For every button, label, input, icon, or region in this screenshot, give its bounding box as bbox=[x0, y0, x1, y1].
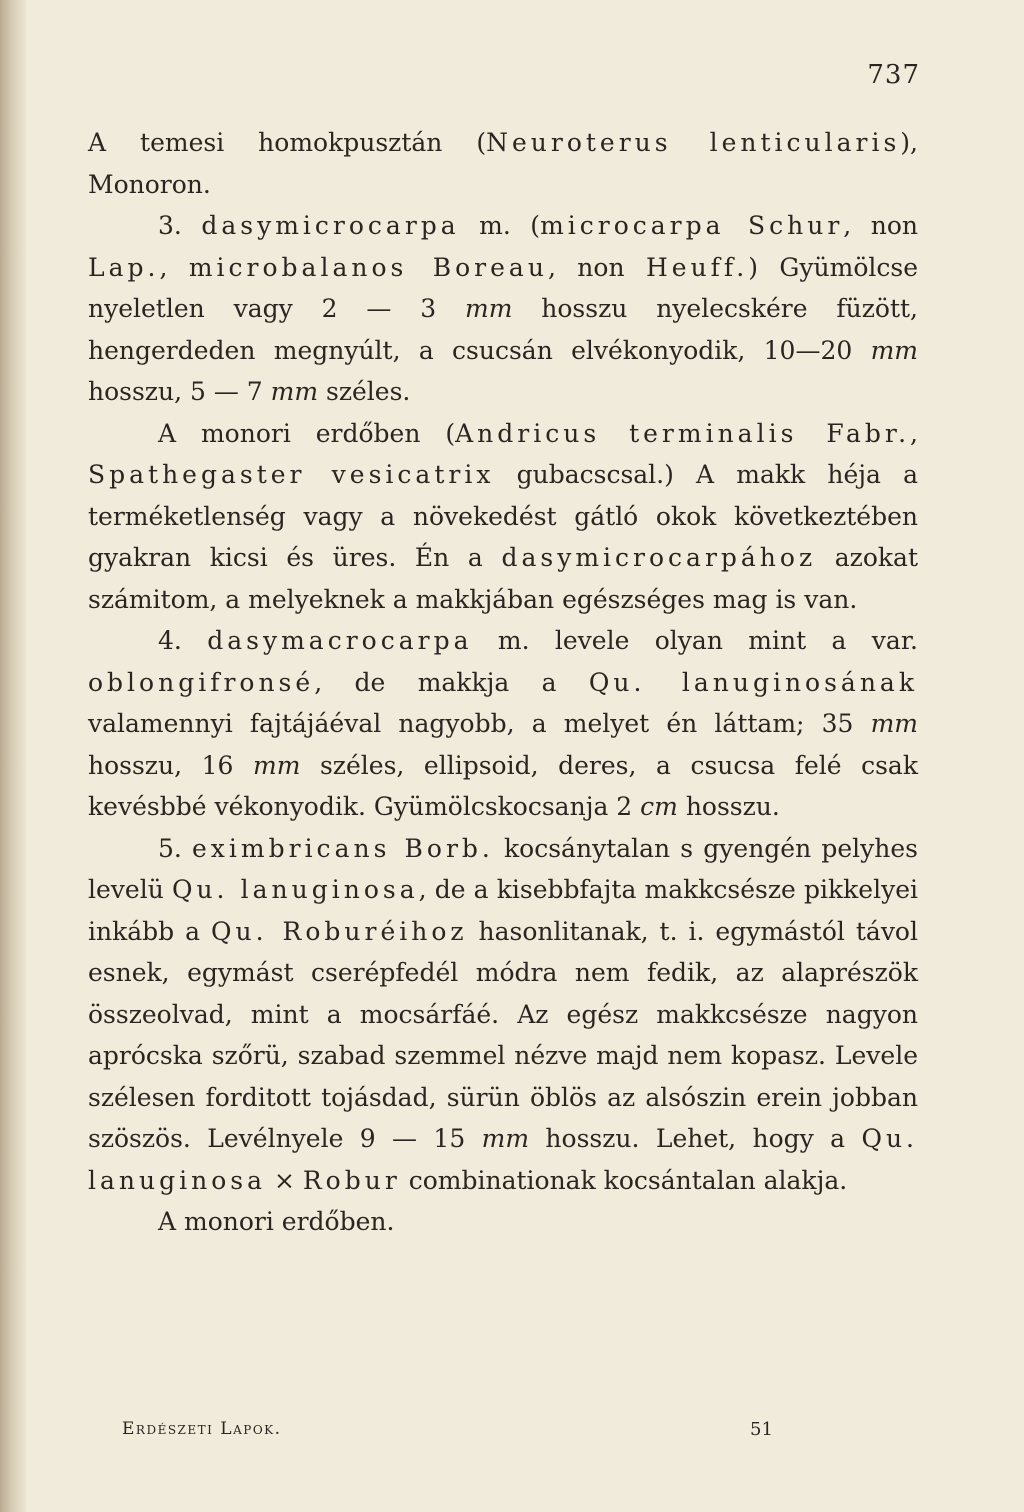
spaced-term: Heuff. bbox=[645, 252, 749, 282]
text-run: hosszu nyelecskére füzött, hengerdeden megnyúlt, a csucsán elvékonyodik, 10—20 bbox=[88, 294, 918, 365]
text-run: combinationak kocsántalan alakja. bbox=[400, 1165, 848, 1195]
text-run: széles. bbox=[318, 377, 411, 406]
text-run: A monori erdőben ( bbox=[158, 418, 456, 448]
text-run: hosszu. bbox=[677, 792, 780, 821]
unit-abbrev: mm bbox=[252, 750, 301, 780]
unit-abbrev: cm bbox=[640, 792, 678, 821]
spaced-term: Qu. lanuginosa bbox=[171, 875, 419, 904]
spaced-term: dasymicrocarpához bbox=[501, 543, 817, 572]
spaced-term: Spathegaster vesicatrix bbox=[88, 460, 495, 489]
spaced-term: Andricus terminalis Fabr. bbox=[455, 418, 911, 448]
spaced-term: dasymicrocarpa bbox=[201, 211, 460, 240]
text-run: kocsánytalan s gyengén pelyhes levelü bbox=[88, 833, 918, 904]
text-run: hosszu. Lehet, hogy a bbox=[529, 1124, 862, 1153]
paragraph-4 bbox=[88, 828, 918, 1202]
spaced-term: Qu. lanuginosa bbox=[88, 1124, 918, 1195]
paragraph-1 bbox=[88, 205, 918, 413]
spaced-term: Qu. Roburéihoz bbox=[211, 916, 468, 946]
text-run: gubacscsal.) A makk héja a terméketlenség vagy a növekedést gátló okok következtében gyakran kicsi és üres. Én a bbox=[88, 460, 918, 572]
text-run: , bbox=[159, 252, 189, 282]
text-run: hosszu, 5 — 7 bbox=[88, 377, 271, 406]
text-run: , de makkja a bbox=[314, 667, 589, 697]
text-run: azokat számitom, a melyeknek a makkjában egészséges mag is van. bbox=[88, 543, 918, 614]
unit-abbrev: mm bbox=[464, 294, 513, 323]
journal-title: Erdészeti Lapok. bbox=[122, 1419, 282, 1439]
text-run: hasonlitanak, t. i. egymástól távol esnek, egymást cserépfedél módra nem fedik, az alaprészök összeolvad, mint a mocsárfáé. Az egész makkcsésze nagyon aprócska szőrü, szabad szemmel nézve majd nem kopasz. Levele szélesen forditott tojásdad, sürün öblös az alsószin erein jobban szöszös. Levélnyele 9 — 15 bbox=[88, 916, 918, 1153]
signature-mark: 51 bbox=[750, 1419, 773, 1440]
unit-abbrev: mm bbox=[870, 709, 918, 738]
text-run: ⨯ bbox=[266, 1165, 303, 1195]
text-run: ), Monoron. bbox=[88, 128, 918, 199]
body-text bbox=[88, 122, 918, 1243]
spaced-term: oblongifronsé bbox=[88, 667, 315, 697]
paragraph-3 bbox=[88, 620, 918, 828]
unit-abbrev: mm bbox=[870, 335, 918, 365]
spaced-term: eximbricans Borb. bbox=[192, 833, 494, 863]
text-run: A temesi homokpusztán ( bbox=[88, 128, 487, 157]
text-run: , bbox=[910, 418, 918, 448]
text-run: , non bbox=[547, 252, 646, 282]
unit-abbrev: mm bbox=[270, 377, 319, 406]
text-run: m. ( bbox=[459, 211, 541, 240]
text-run: hosszu, 16 bbox=[88, 750, 253, 780]
text-run: A monori erdőben. bbox=[158, 1207, 395, 1236]
text-run: ) Gyümölcse nyeletlen vagy 2 — 3 bbox=[88, 252, 918, 323]
text-run: 3. bbox=[158, 211, 202, 240]
spaced-term: microcarpa Schur bbox=[540, 211, 844, 240]
spaced-term: Robur bbox=[302, 1165, 401, 1195]
text-run: , de a kisebbfajta makkcsésze pikkelyei inkább a bbox=[88, 875, 918, 946]
unit-abbrev: mm bbox=[481, 1124, 530, 1153]
spaced-term: microbalanos Boreau bbox=[188, 252, 548, 282]
paragraph-0 bbox=[88, 122, 918, 205]
spaced-term: Neuroterus lenticularis bbox=[486, 128, 901, 157]
spaced-term: Lap. bbox=[88, 252, 160, 282]
paragraph-2 bbox=[88, 413, 918, 621]
spaced-term: dasymacrocarpa bbox=[207, 626, 473, 655]
text-run: valamennyi fajtájáéval nagyobb, a melyet én láttam; 35 bbox=[88, 709, 871, 738]
paragraph-5 bbox=[88, 1201, 918, 1243]
text-run: széles, ellipsoid, deres, a csucsa felé csak kevésbbé vékonyodik. Gyümölcskocsanja 2 bbox=[88, 750, 918, 821]
text-run: , non bbox=[843, 211, 918, 240]
page-number: 737 bbox=[867, 60, 920, 90]
text-run: 4. bbox=[158, 626, 208, 655]
text-run: 5. bbox=[158, 833, 193, 863]
spaced-term: Qu. lanuginosának bbox=[588, 667, 918, 697]
text-run: m. levele olyan mint a var. bbox=[472, 626, 918, 655]
